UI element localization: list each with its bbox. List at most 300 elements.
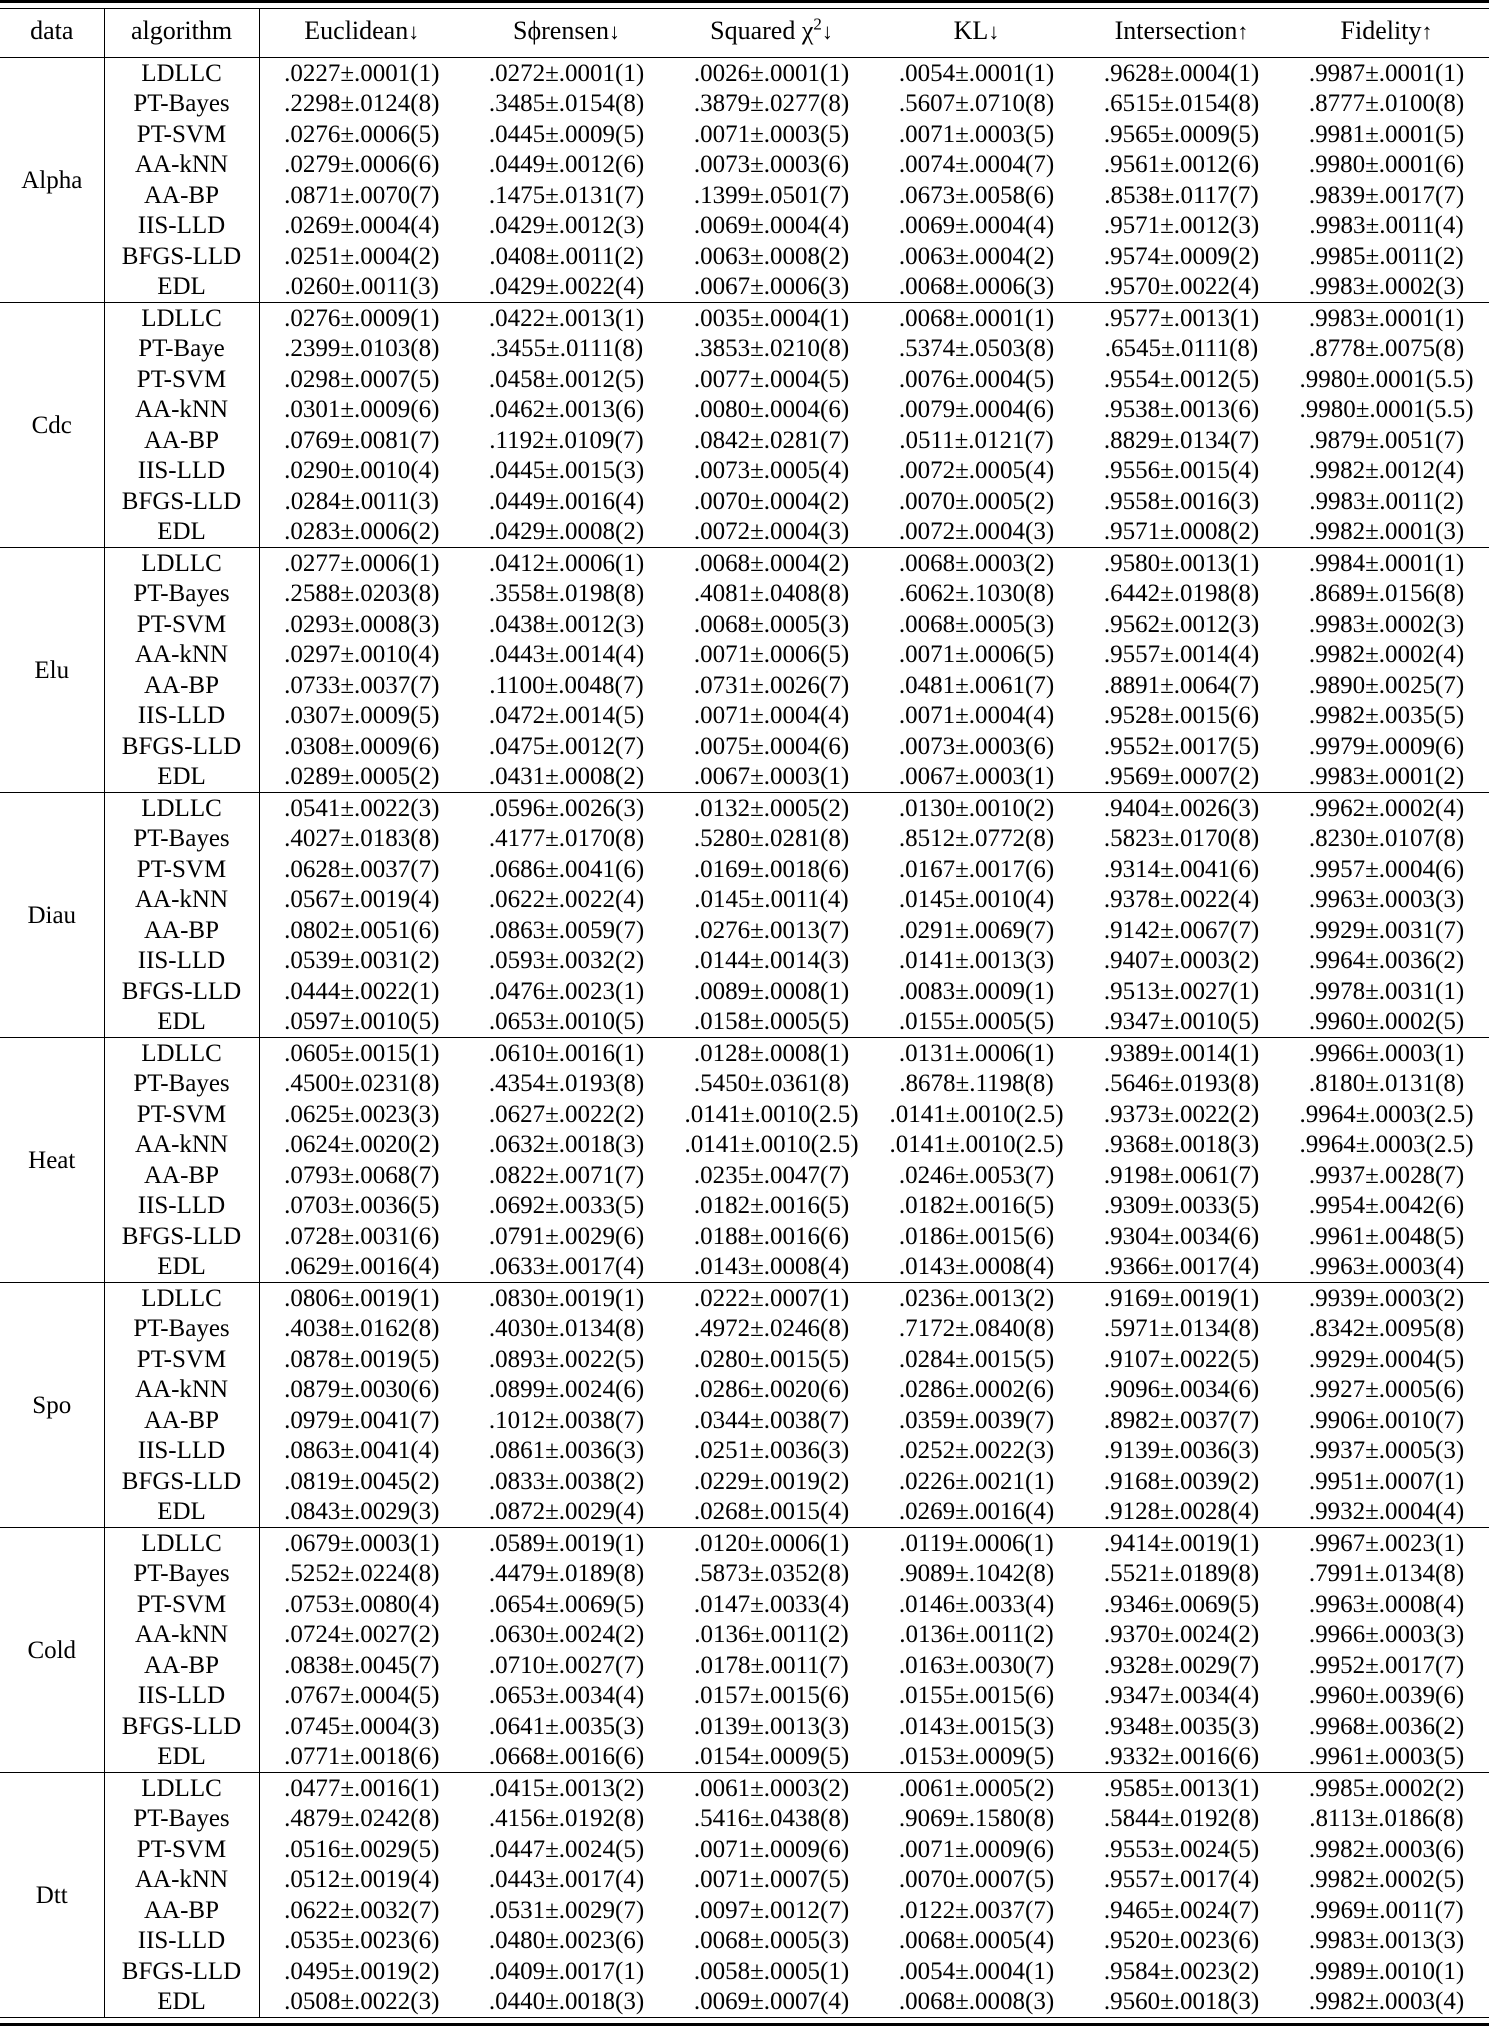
metric-value-cell: .9968±.0036(2) [1308,1712,1465,1740]
metric-value-cell: .4156±.0192(8) [488,1805,645,1833]
metric-value-cell: .0068±.0006(3) [898,273,1055,301]
metric-value-cell: .0567±.0019(4) [284,886,440,914]
table-row [0,885,1489,916]
algorithm-name-cell: PT-SVM [104,1834,259,1865]
metric-value-cell: .0222±.0007(1) [669,1283,874,1314]
metric-value-cell: .0227±.0001(1) [259,58,464,89]
metric-value-cell: .9348±.0035(3) [1103,1712,1260,1740]
algorithm-name-cell: LDLLC [104,1038,259,1069]
algorithm-name-cell: AA-BP [104,1895,259,1926]
metric-value-cell: .9957±.0004(6) [1308,855,1465,883]
metric-value-cell: .0178±.0011(7) [694,1651,849,1679]
algorithm-name-cell: AA-kNN [104,885,259,916]
metric-value-cell: .9089±.1042(8) [898,1560,1055,1588]
metric-value-cell: .0724±.0027(2) [284,1621,440,1649]
metric-value-cell: .0276±.0006(5) [284,120,440,148]
metric-value-cell: .1192±.0109(7) [489,426,644,454]
metric-value-cell: .9560±.0018(3) [1103,1988,1260,2016]
table-row [0,1069,1489,1100]
metric-value-cell: .9304±.0034(6) [1103,1222,1260,1250]
metric-value-cell: .0163±.0030(7) [898,1651,1055,1679]
metric-value-cell: .0143±.0008(4) [898,1253,1055,1281]
table-row [0,640,1489,671]
metric-value-cell: .0279±.0006(6) [284,151,440,179]
algorithm-name-cell: AA-BP [104,1405,259,1436]
metric-value-cell: .0440±.0018(3) [488,1988,645,2016]
metric-value-cell: .3485±.0154(8) [488,90,645,118]
metric-value-cell: .0119±.0006(1) [874,1528,1079,1559]
metric-value-cell: .9982±.0035(5) [1308,702,1465,730]
metric-value-cell: .0767±.0004(5) [284,1682,440,1710]
metric-value-cell: .0408±.0011(2) [489,242,644,270]
metric-value-cell: .0475±.0012(7) [488,732,645,760]
metric-value-cell: .0622±.0022(4) [488,886,645,914]
metric-value-cell: .0541±.0022(3) [259,793,464,824]
table-row [0,119,1489,150]
algorithm-name-cell: LDLLC [104,1528,259,1559]
metric-value-cell: .0863±.0059(7) [488,916,645,944]
metric-value-cell: .0269±.0004(4) [284,212,440,240]
metric-value-cell: .0141±.0010(2.5) [684,1131,859,1159]
metric-value-cell: .0141±.0013(3) [898,947,1055,975]
metric-value-cell: .0833±.0038(2) [488,1467,645,1495]
metric-value-cell: .0819±.0045(2) [284,1467,440,1495]
metric-value-cell: .0429±.0022(4) [488,273,645,301]
metric-value-cell: .0246±.0053(7) [898,1161,1055,1189]
metric-value-cell: .0480±.0023(6) [488,1927,645,1955]
algorithm-name-cell: IIS-LLD [104,211,259,242]
column-header-kl [874,9,1079,58]
metric-value-cell: .0733±.0037(7) [284,671,440,699]
metric-value-cell: .5450±.0361(8) [693,1070,850,1098]
metric-value-cell: .0653±.0010(5) [488,1008,645,1036]
metric-value-cell: .0429±.0008(2) [488,518,645,546]
metric-value-cell: .3853±.0210(8) [693,335,850,363]
metric-value-cell: .0080±.0004(6) [693,396,850,424]
algorithm-name-cell: IIS-LLD [104,1926,259,1957]
metric-value-cell: .0071±.0007(5) [693,1866,850,1894]
metric-value-cell: .0277±.0006(1) [259,548,464,579]
dataset-name-cell: Alpha [0,58,104,303]
metric-value-cell: .9983±.0001(1) [1284,303,1489,334]
metric-value-cell: .0061±.0003(2) [669,1773,874,1804]
table-row [0,1466,1489,1497]
metric-value-cell: .8342±.0095(8) [1308,1315,1465,1343]
metric-value-cell: .7991±.0134(8) [1308,1560,1465,1588]
algorithm-name-cell: PT-SVM [104,1344,259,1375]
table-row [0,456,1489,487]
algorithm-name-cell: AA-kNN [104,1130,259,1161]
metric-value-cell: .9389±.0014(1) [1079,1038,1284,1069]
metric-value-cell: .5646±.0193(8) [1103,1070,1260,1098]
table-row [0,1895,1489,1926]
metric-value-cell: .0122±.0037(7) [898,1896,1055,1924]
metric-value-cell: .9839±.0017(7) [1308,181,1465,209]
column-header-sorensen [464,9,669,58]
table-row [0,1804,1489,1835]
metric-value-cell: .0878±.0019(5) [284,1345,440,1373]
metric-value-cell: .0054±.0001(1) [874,58,1079,89]
metric-value-cell: .8113±.0186(8) [1309,1805,1464,1833]
table-row [0,425,1489,456]
metric-value-cell: .9407±.0003(2) [1103,947,1260,975]
table-row [0,1099,1489,1130]
metric-value-cell: .0286±.0020(6) [693,1376,850,1404]
table-row [0,364,1489,395]
algorithm-name-cell: LDLLC [104,1283,259,1314]
metric-value-cell: .9520±.0023(6) [1103,1927,1260,1955]
metric-value-cell: .0136±.0011(2) [899,1621,1054,1649]
algorithm-name-cell: AA-BP [104,915,259,946]
metric-value-cell: .0226±.0021(1) [898,1467,1055,1495]
metric-value-cell: .9980±.0001(5.5) [1299,396,1474,424]
arrow-down-icon: ↓ [408,19,420,44]
algorithm-name-cell: AA-BP [104,180,259,211]
metric-value-cell: .0182±.0016(5) [898,1192,1055,1220]
metric-value-cell: .9983±.0011(2) [1309,487,1464,515]
algorithm-name-cell: PT-Bayes [104,824,259,855]
algorithm-name-cell: EDL [104,1742,259,1773]
metric-value-cell: .0610±.0016(1) [464,1038,669,1069]
metric-value-cell: .9954±.0042(6) [1308,1192,1465,1220]
metric-value-cell: .0842±.0281(7) [693,426,850,454]
metric-value-cell: .0136±.0011(2) [694,1621,849,1649]
metric-value-cell: .0070±.0005(2) [898,487,1055,515]
table-row [0,1283,1489,1314]
metric-value-cell: .0843±.0029(3) [284,1498,440,1526]
table-row [0,150,1489,181]
metric-value-cell: .0512±.0019(4) [284,1866,440,1894]
metric-value-cell: .0169±.0018(6) [693,855,850,883]
metric-value-cell: .0893±.0022(5) [488,1345,645,1373]
metric-value-cell: .5252±.0224(8) [284,1560,440,1588]
metric-value-cell: .0143±.0015(3) [898,1712,1055,1740]
table-row [0,548,1489,579]
table-row [0,89,1489,120]
metric-value-cell: .9328±.0029(7) [1103,1651,1260,1679]
metric-value-cell: .0079±.0004(6) [898,396,1055,424]
metric-value-cell: .0068±.0004(2) [669,548,874,579]
dataset-name-cell: Elu [0,548,104,793]
metric-value-cell: .9366±.0017(4) [1103,1253,1260,1281]
metric-value-cell: .0298±.0007(5) [284,365,440,393]
metric-value-cell: .9128±.0028(4) [1103,1498,1260,1526]
metric-value-cell: .9346±.0069(5) [1103,1590,1260,1618]
metric-value-cell: .0145±.0010(4) [898,886,1055,914]
metric-value-cell: .9580±.0013(1) [1079,548,1284,579]
table-row [0,670,1489,701]
metric-value-cell: .0415±.0013(2) [464,1773,669,1804]
metric-value-cell: .9939±.0003(2) [1284,1283,1489,1314]
metric-value-cell: .9982±.0003(4) [1308,1988,1465,2016]
metric-value-cell: .0141±.0010(2.5) [684,1100,859,1128]
metric-value-cell: .9565±.0009(5) [1103,120,1260,148]
algorithm-name-cell: PT-Bayes [104,1314,259,1345]
metric-value-cell: .9985±.0011(2) [1309,242,1464,270]
metric-value-cell: .4479±.0189(8) [488,1560,645,1588]
table-row [0,1987,1489,2018]
metric-value-cell: .0871±.0070(7) [284,181,440,209]
metric-value-cell: .0158±.0005(5) [693,1008,850,1036]
metric-value-cell: .9414±.0019(1) [1079,1528,1284,1559]
metric-value-cell: .9967±.0023(1) [1284,1528,1489,1559]
metric-value-cell: .0272±.0001(1) [464,58,669,89]
metric-value-cell: .0276±.0009(1) [259,303,464,334]
metric-value-cell: .5416±.0438(8) [693,1805,850,1833]
metric-value-cell: .0236±.0013(2) [874,1283,1079,1314]
table-row [0,1650,1489,1681]
metric-value-cell: .0147±.0033(4) [693,1590,850,1618]
metric-value-cell: .5280±.0281(8) [693,825,850,853]
metric-value-cell: .0429±.0012(3) [488,212,645,240]
algorithm-name-cell: IIS-LLD [104,946,259,977]
metric-value-cell: .8538±.0117(7) [1104,181,1259,209]
metric-value-cell: .0068±.0005(3) [693,1927,850,1955]
table-row [0,1497,1489,1528]
metric-value-cell: .9570±.0022(4) [1103,273,1260,301]
metric-value-cell: .9538±.0013(6) [1103,396,1260,424]
metric-value-cell: .0633±.0017(4) [488,1253,645,1281]
metric-value-cell: .0422±.0013(1) [464,303,669,334]
metric-value-cell: .9966±.0003(1) [1284,1038,1489,1069]
metric-value-cell: .0622±.0032(7) [284,1896,440,1924]
arrow-down-icon: ↓ [988,19,1000,44]
metric-value-cell: .6442±.0198(8) [1103,580,1260,608]
algorithm-name-cell: LDLLC [104,303,259,334]
metric-value-cell: .0071±.0006(5) [898,641,1055,669]
metric-value-cell: .0624±.0020(2) [284,1131,440,1159]
metric-value-cell: .7172±.0840(8) [898,1315,1055,1343]
metric-value-cell: .4030±.0134(8) [488,1315,645,1343]
metric-value-cell: .0188±.0016(6) [693,1222,850,1250]
metric-value-cell: .0141±.0010(2.5) [889,1131,1064,1159]
metric-value-cell: .9562±.0012(3) [1103,610,1260,638]
table-row [0,824,1489,855]
table-row [0,334,1489,365]
algorithm-name-cell: LDLLC [104,793,259,824]
metric-value-cell: .0447±.0024(5) [488,1835,645,1863]
metric-value-cell: .0143±.0008(4) [693,1253,850,1281]
algorithm-name-cell: BFGS-LLD [104,731,259,762]
metric-value-cell: .1399±.0501(7) [693,181,850,209]
metric-value-cell: .0132±.0005(2) [669,793,874,824]
metric-value-cell: .0539±.0031(2) [284,947,440,975]
table-row [0,272,1489,303]
metric-value-cell: .5971±.0134(8) [1103,1315,1260,1343]
metric-value-cell: .4038±.0162(8) [284,1315,440,1343]
metric-value-cell: .0863±.0041(4) [284,1437,440,1465]
metric-value-cell: .9961±.0048(5) [1308,1222,1465,1250]
metric-value-cell: .0251±.0036(3) [693,1437,850,1465]
table-row [0,1926,1489,1957]
table-row [0,579,1489,610]
metric-value-cell: .9963±.0003(4) [1308,1253,1465,1281]
metric-value-cell: .4027±.0183(8) [284,825,440,853]
metric-value-cell: .0128±.0008(1) [669,1038,874,1069]
metric-value-cell: .0476±.0023(1) [488,977,645,1005]
algorithm-name-cell: AA-BP [104,1160,259,1191]
algorithm-name-cell: BFGS-LLD [104,1956,259,1987]
metric-value-cell: .0075±.0004(6) [693,732,850,760]
metric-value-cell: .0728±.0031(6) [284,1222,440,1250]
metric-value-cell: .5607±.0710(8) [898,90,1055,118]
metric-value-cell: .9368±.0018(3) [1103,1131,1260,1159]
metric-value-cell: .0462±.0013(6) [488,396,645,424]
metric-value-cell: .0593±.0032(2) [488,947,645,975]
metric-value-cell: .0276±.0013(7) [693,916,850,944]
algorithm-name-cell: AA-kNN [104,150,259,181]
table-row [0,211,1489,242]
metric-value-cell: .0145±.0011(4) [694,886,849,914]
metric-value-cell: .9937±.0028(7) [1308,1161,1465,1189]
metric-value-cell: .9332±.0016(6) [1103,1743,1260,1771]
table-row [0,1252,1489,1283]
metric-value-cell: .0067±.0006(3) [693,273,850,301]
metric-value-cell: .0071±.0009(6) [898,1835,1055,1863]
metric-value-cell: .9906±.0010(7) [1308,1406,1465,1434]
metric-value-cell: .9404±.0026(3) [1079,793,1284,824]
metric-value-cell: .2399±.0103(8) [284,335,440,363]
metric-value-cell: .0069±.0007(4) [693,1988,850,2016]
metric-value-cell: .9577±.0013(1) [1079,303,1284,334]
metric-value-cell: .9979±.0009(6) [1308,732,1465,760]
metric-value-cell: .0596±.0026(3) [464,793,669,824]
metric-value-cell: .8778±.0075(8) [1308,335,1465,363]
table-row [0,1375,1489,1406]
metric-value-cell: .9952±.0017(7) [1308,1651,1465,1679]
table-row [0,1742,1489,1773]
dataset-name-cell: Dtt [0,1773,104,2018]
metric-value-cell: .0069±.0004(4) [693,212,850,240]
metric-value-cell: .0069±.0004(4) [898,212,1055,240]
algorithm-name-cell: IIS-LLD [104,1191,259,1222]
metric-value-cell: .0472±.0014(5) [488,702,645,730]
metric-value-cell: .0344±.0038(7) [693,1406,850,1434]
metric-value-cell: .9069±.1580(8) [898,1805,1055,1833]
metric-value-cell: .9557±.0014(4) [1103,641,1260,669]
algorithm-name-cell: PT-Bayes [104,1069,259,1100]
metric-value-cell: .0071±.0004(4) [898,702,1055,730]
metric-value-cell: .8180±.0131(8) [1308,1070,1465,1098]
metric-value-cell: .0077±.0004(5) [693,365,850,393]
metric-value-cell: .0293±.0008(3) [284,610,440,638]
metric-value-cell: .2588±.0203(8) [284,580,440,608]
table-row [0,946,1489,977]
metric-value-cell: .4081±.0408(8) [693,580,850,608]
table-row [0,762,1489,793]
metric-value-cell: .4354±.0193(8) [488,1070,645,1098]
metric-value-cell: .0073±.0003(6) [693,151,850,179]
column-header-row [0,9,1489,58]
metric-value-cell: .0284±.0011(3) [284,487,439,515]
metric-value-cell: .3879±.0277(8) [693,90,850,118]
algorithm-name-cell: BFGS-LLD [104,486,259,517]
table-row [0,609,1489,640]
metric-value-cell: .9983±.0013(3) [1308,1927,1465,1955]
metric-value-cell: .5844±.0192(8) [1103,1805,1260,1833]
metric-value-cell: .0289±.0005(2) [284,763,440,791]
metric-value-cell: .9571±.0012(3) [1103,212,1260,240]
metric-value-cell: .0074±.0004(7) [898,151,1055,179]
metric-value-cell: .9982±.0002(5) [1308,1866,1465,1894]
metric-value-cell: .9985±.0002(2) [1284,1773,1489,1804]
algorithm-name-cell: AA-BP [104,1650,259,1681]
metric-value-cell: .0067±.0003(1) [898,763,1055,791]
metric-value-cell: .9969±.0011(7) [1309,1896,1464,1924]
metric-value-cell: .9347±.0034(4) [1103,1682,1260,1710]
metric-value-cell: .9378±.0022(4) [1103,886,1260,914]
table-row [0,1130,1489,1161]
metric-value-cell: .9168±.0039(2) [1103,1467,1260,1495]
metric-value-cell: .9552±.0017(5) [1103,732,1260,760]
metric-value-cell: .0229±.0019(2) [693,1467,850,1495]
metric-value-cell: .5873±.0352(8) [693,1560,850,1588]
metric-value-cell: .0508±.0022(3) [284,1988,440,2016]
metric-value-cell: .0793±.0068(7) [284,1161,440,1189]
metric-value-cell: .9983±.0011(4) [1309,212,1464,240]
metric-value-cell: .4879±.0242(8) [284,1805,440,1833]
metric-value-cell: .0063±.0004(2) [898,242,1055,270]
metric-value-cell: .0144±.0014(3) [693,947,850,975]
algorithm-name-cell: AA-BP [104,670,259,701]
metric-value-cell: .9962±.0002(4) [1284,793,1489,824]
metric-value-cell: .0071±.0006(5) [693,641,850,669]
column-header-label: Intersection [1114,16,1238,45]
table-header [0,2,1489,58]
table-row [0,1773,1489,1804]
table-row [0,1711,1489,1742]
metric-value-cell: .5823±.0170(8) [1103,825,1260,853]
metric-value-cell: .0182±.0016(5) [693,1192,850,1220]
column-header-label: Sϕrensen [512,16,609,45]
metric-value-cell: .3558±.0198(8) [488,580,645,608]
dataset-name-cell: Heat [0,1038,104,1283]
metric-value-cell: .1475±.0131(7) [488,181,645,209]
algorithm-name-cell: PT-SVM [104,119,259,150]
metric-value-cell: .0072±.0005(4) [898,457,1055,485]
algorithm-name-cell: PT-Bayes [104,579,259,610]
metric-value-cell: .0068±.0005(3) [693,610,850,638]
metric-value-cell: .3455±.0111(8) [489,335,644,363]
metric-value-cell: .0861±.0036(3) [488,1437,645,1465]
metric-value-cell: .0879±.0030(6) [284,1376,440,1404]
column-header-euclidean [259,9,464,58]
algorithm-name-cell: AA-kNN [104,1375,259,1406]
metric-value-cell: .0097±.0012(7) [693,1896,850,1924]
metric-value-cell: .0308±.0009(6) [284,732,440,760]
metric-value-cell: .0054±.0004(1) [898,1957,1055,1985]
metric-value-cell: .0291±.0069(7) [898,916,1055,944]
table-row [0,1314,1489,1345]
metric-value-cell: .9347±.0010(5) [1103,1008,1260,1036]
metric-value-cell: .0822±.0071(7) [488,1161,645,1189]
top-rule-line [0,2,1489,9]
metric-value-cell: .0806±.0019(1) [259,1283,464,1314]
column-header-label: algorithm [130,16,233,45]
metric-value-cell: .0438±.0012(3) [488,610,645,638]
metric-value-cell: .0071±.0004(4) [693,702,850,730]
metric-value-cell: .9558±.0016(3) [1103,487,1260,515]
algorithm-name-cell: EDL [104,1252,259,1283]
table-row [0,180,1489,211]
metric-value-cell: .9980±.0001(6) [1308,151,1465,179]
algorithm-name-cell: PT-SVM [104,1589,259,1620]
metric-value-cell: .9982±.0003(6) [1308,1835,1465,1863]
metric-value-cell: .0157±.0015(6) [693,1682,850,1710]
metric-value-cell: .9982±.0002(4) [1308,641,1465,669]
algorithm-name-cell: BFGS-LLD [104,1221,259,1252]
metric-value-cell: .5521±.0189(8) [1103,1560,1260,1588]
